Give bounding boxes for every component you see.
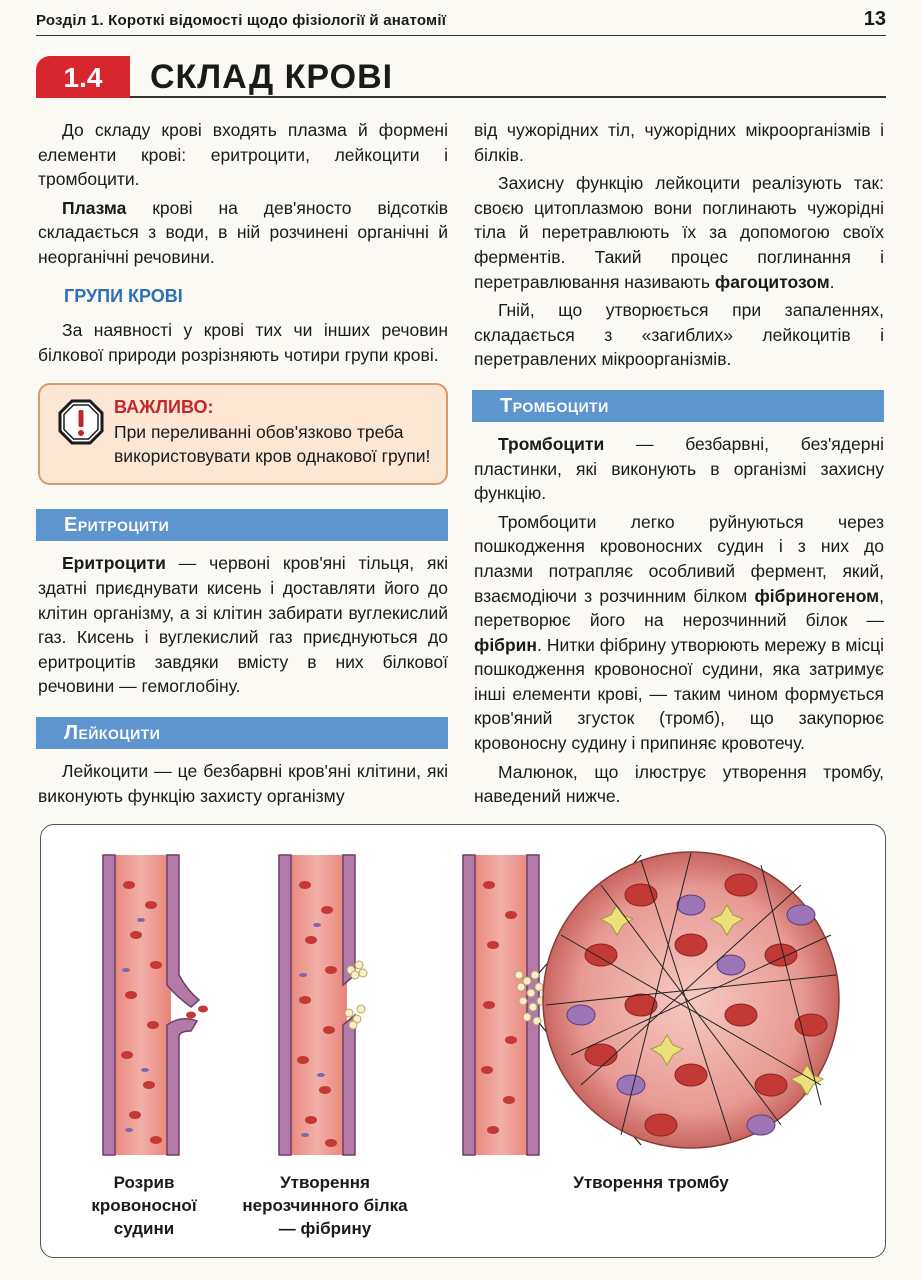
plasma-term: Плазма [62,197,127,218]
thrombocytes-paragraph [474,432,884,506]
thrombocytes-heading: Тромбоцити [472,390,884,422]
protection-paragraph [474,171,884,294]
phagocytosis-term: фагоцитозом [714,271,830,292]
clotting-paragraph [474,510,884,756]
plasma-paragraph [38,196,448,270]
groups-heading: ГРУПИ КРОВІ [64,285,183,306]
thrombocytes-text: — безбарвні, без'ядерні пластинки, які виконують в організмі захисну функцію. [474,433,884,504]
leukocytes-continued: від чужорідних тіл, чужорідних мікроорганізмів і білків. [474,120,884,165]
right-column [474,118,884,813]
protection-text-b: . [829,271,835,292]
left-column [38,118,448,812]
intro-paragraph: До складу крові входять плазма й формені елементи крові: еритроцити, лейкоцити і тромбоцити. [38,120,448,190]
vessel-fibrin [279,855,367,1155]
plasma-text: крові на дев'яносто відсотків складається з води, в ній розчинені органічні й неорганічні речовини. [38,197,448,267]
warning-octagon-icon [58,399,104,445]
erythrocytes-paragraph [38,551,448,699]
thrombocytes-term: Тромбоцити [498,433,605,454]
erythrocytes-heading: Еритроцити [36,509,448,541]
leukocytes-paragraph: Лейкоцити — це безбарвні кров'яні клітини, які виконують функцію захисту організму [38,760,448,806]
erythrocytes-term: Еритроцити [62,553,166,574]
caption-rupture: Розрив кровоносної судини [91,1173,197,1238]
important-title: ВАЖЛИВО: [114,397,214,418]
erythrocytes-text: — червоні кров'яні тільця, які здатні приєднувати кисень і доставляти його до клітин організму, а зі клітин забирати вуглекислий газ. Кисень і вуглекислий газ приєднуються до еритроцитів завдяки вмісту в них білкової речовини — гемоглобіну. [38,553,448,697]
chapter-number-badge: 1.4 [36,56,130,98]
important-text: При переливанні обов'язково треба використовувати кров однакової групи! [114,421,431,466]
section-title: Розділ 1. Короткі відомості щодо фізіології й анатомії [36,12,447,29]
pus-paragraph: Гній, що утворюється при запаленнях, складається з «загиблих» лейкоцитів і перетравлених мікроорганізмів. [474,300,884,370]
vessel-rupture [103,855,208,1155]
fibrinogen-term: фібриногеном [754,585,880,606]
fibrin-term: фібрин [474,634,538,655]
clotting-text-b: , перетворює його на нерозчинний білок — [474,585,884,631]
figure-reference: Малюнок, що ілюструє утворення тромбу, наведений нижче. [474,761,884,807]
clotting-text-c: . Нитки фібрину утворюють мережу в місці пошкодження кровоносної судини, яка затримує інші елементи крові, — таким чином формується кров'яний згусток (тромб), що закупорює кровоносну судину і припиняє кровотечу. [474,634,884,754]
page-number: 13 [863,8,886,30]
caption-thrombus: Утворення тромбу [573,1173,729,1192]
zoom-circle [543,852,839,1148]
thrombus-figure [40,824,886,1258]
clotting-text-a: Тромбоцити легко руйнуються через пошкодження кровоносних судин і з них до плазми потрапляє особливий фермент, який, взаємодіючи з розчинним білком [474,511,884,606]
chapter-rule [130,96,886,98]
chapter-title: СКЛАД КРОВІ [150,58,394,96]
chapter-heading [36,56,886,100]
running-head [36,8,886,36]
important-box [38,383,448,485]
protection-text-a: Захисну функцію лейкоцити реалізують так: своєю цитоплазмою вони поглинають чужорідні тіла й перетравлюють їх за допомогою своїх ферментів. Такий процес поглинання і перетравлювання називають [474,173,884,292]
caption-fibrin: Утворення нерозчинного білка — фібрину [242,1173,408,1238]
groups-paragraph: За наявності у крові тих чи інших речовин білкової природи розрізняють чотири групи крові. [38,320,448,365]
leukocytes-heading: Лейкоцити [36,717,448,749]
